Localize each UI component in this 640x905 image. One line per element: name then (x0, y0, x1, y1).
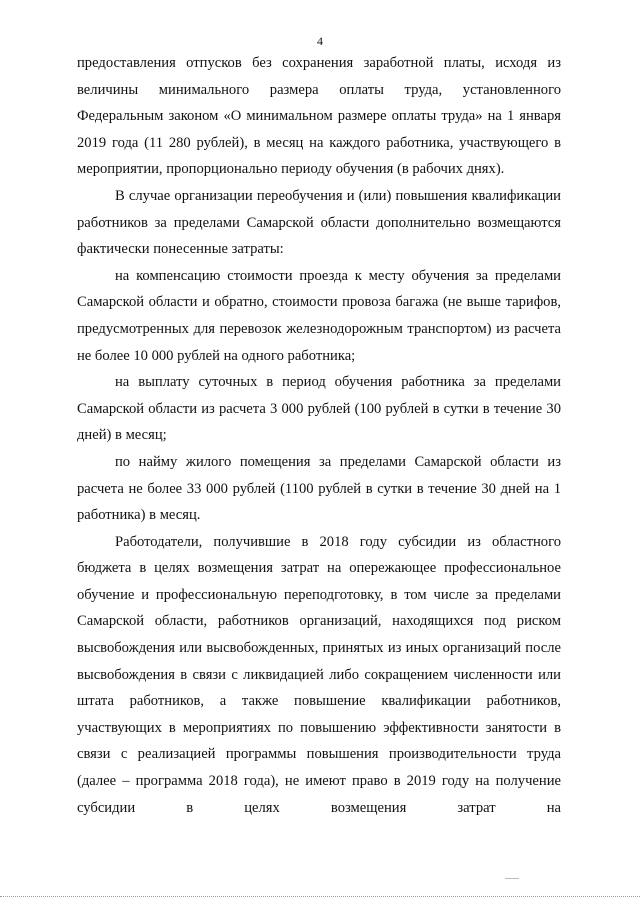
scan-mark (505, 878, 519, 879)
document-body (77, 50, 561, 821)
paragraph-daily-allowance: на выплату суточных в период обучения работника за пределами Самарской области из расчета 3 000 рублей (100 рублей в сутки в течение 30 дней) в месяц; (77, 374, 561, 444)
paragraph-employers-restriction: Работодатели, получившие в 2018 году субсидии из областного бюджета в целях возмещения затрат на опережающее профессиональное обучение и профессиональную переподготовку, в том числе за пределами Самарской области, работников организаций, находящихся под риском высвобождения или высвобожденных, принятых из иных организаций после высвобождения в связи с ликвидацией либо сокращением численности или штата работников, а также повышение квалификации работников, участвующих в мероприятиях по повышению эффективности занятости в связи с реализацией программы повышения производительности труда (далее – программа 2018 года), не имеют право в 2019 году на получение субсидии в целях возмещения затрат на (77, 533, 561, 816)
paragraph-housing-rent: по найму жилого помещения за пределами Самарской области из расчета не более 33 000 рублей (1100 рублей в сутки в течение 30 дней на 1 работника) в месяц. (77, 453, 561, 524)
page-number: 4 (317, 34, 323, 48)
paragraph-travel-compensation: на компенсацию стоимости проезда к месту обучения за пределами Самарской области и обратно, стоимости провоза багажа (не выше тарифов, предусмотренных для перевозок железнодорожным транспортом) из расчета не более 10 000 рублей на одного работника; (77, 267, 561, 364)
paragraph-outside-region-training: В случае организации переобучения и (или) повышения квалификации работников за пределами Самарской области дополнительно возмещаются фактически понесенные затраты: (77, 187, 561, 258)
paragraph-vacation-compensation: предоставления отпусков без сохранения заработной платы, исходя из величины минимального размера оплаты труда, установленного Федеральным законом «О минимальном размере оплаты труда» на 1 января 2019 года (11 280 рублей), в месяц на каждого работника, участвующего в мероприятии, пропорционально периоду обучения (в рабочих днях). (77, 55, 561, 178)
page-bottom-rule (0, 896, 640, 897)
